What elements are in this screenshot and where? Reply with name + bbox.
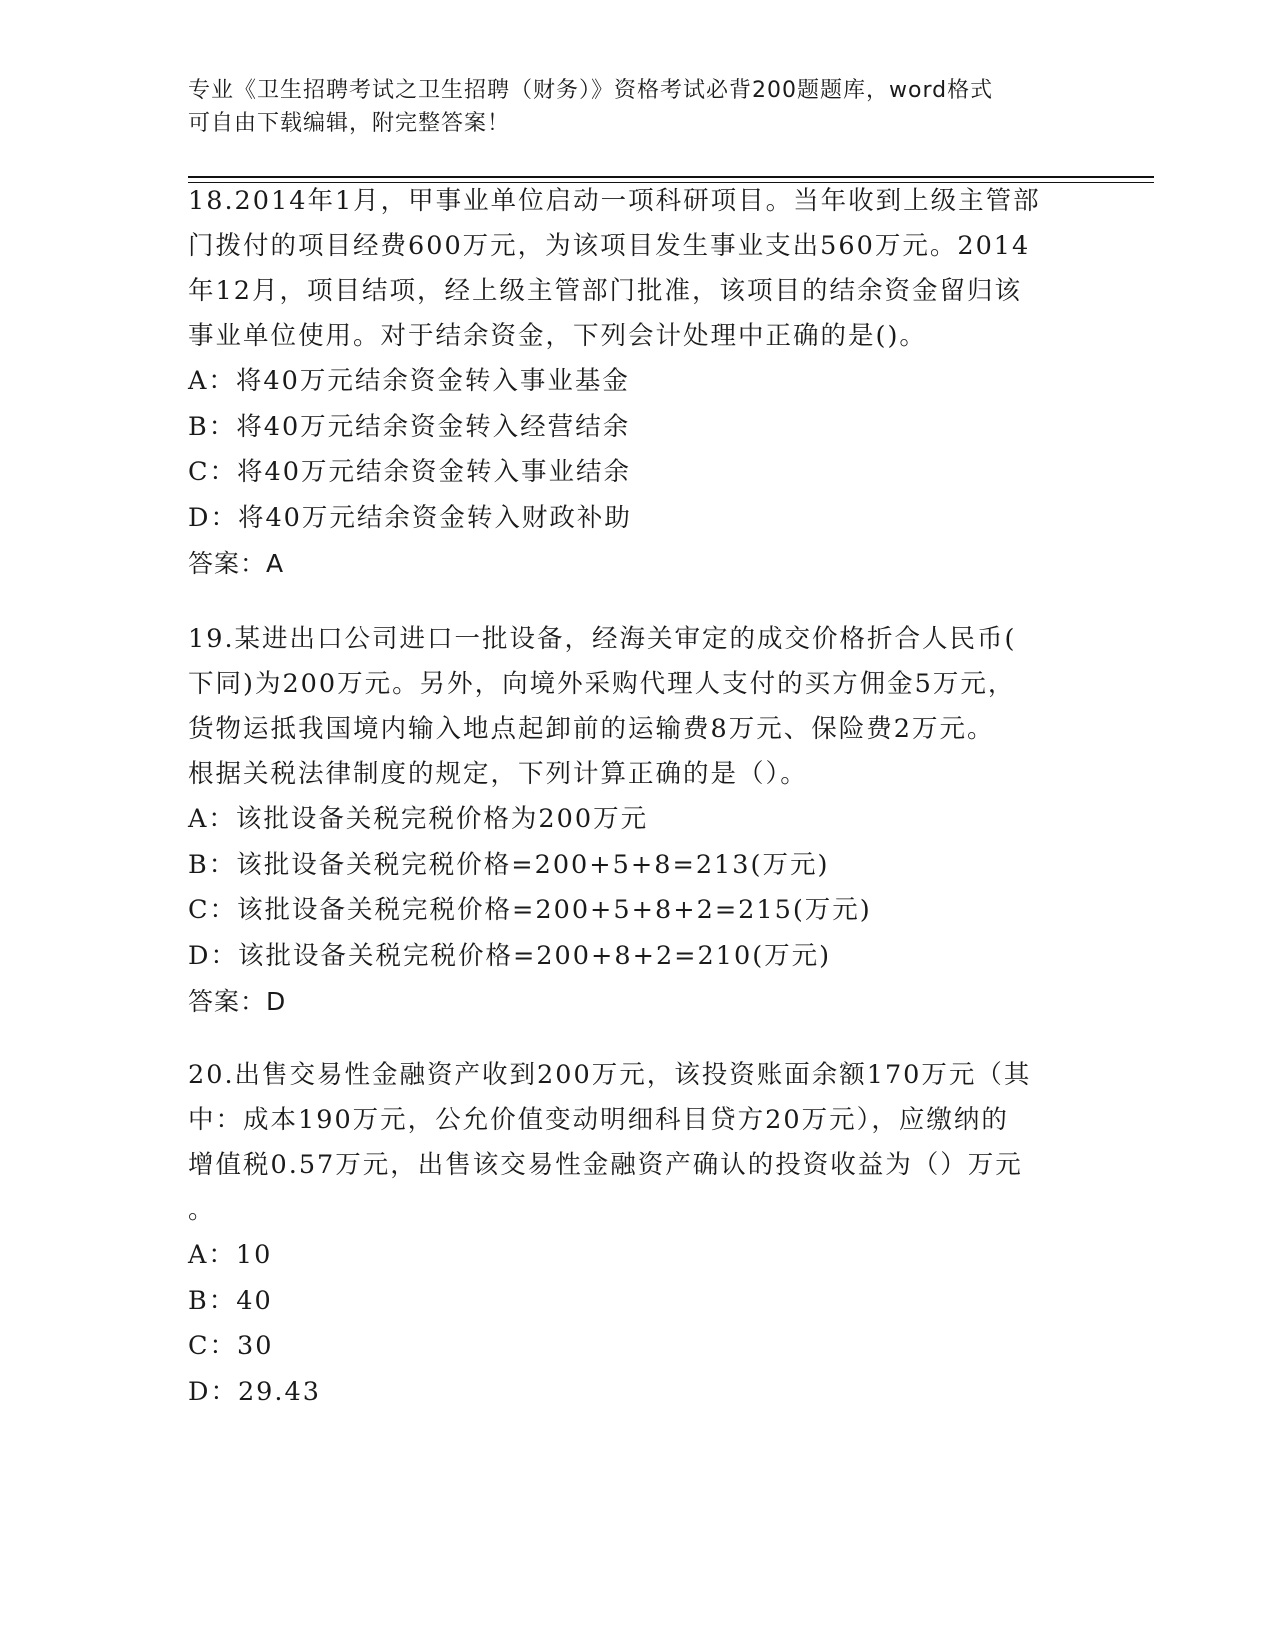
option-b: B：将40万元结余资金转入经营结余: [188, 411, 631, 442]
answer-label: 答案：A: [188, 549, 285, 578]
question-text-line: 门拨付的项目经费600万元，为该项目发生事业支出560万元。2014: [188, 231, 1031, 261]
header-line-2: 可自由下载编辑，附完整答案！: [188, 111, 511, 136]
option-c: C：30: [188, 1331, 274, 1361]
option-a: A：将40万元结余资金转入事业基金: [188, 366, 630, 396]
answer-label: 答案：D: [188, 987, 287, 1016]
question-text-line: 增值税0.57万元，出售该交易性金融资产确认的投资收益为（）万元: [188, 1150, 1023, 1180]
option-a: A：该批设备关税完税价格为200万元: [188, 804, 649, 834]
question-text-line: 事业单位使用。对于结余资金，下列会计处理中正确的是()。: [188, 321, 927, 351]
question-text-line: 18.2014年1月，甲事业单位启动一项科研项目。当年收到上级主管部: [188, 186, 1041, 216]
header-rule-thick: [188, 176, 1154, 178]
option-a: A：10: [188, 1240, 273, 1270]
question-text-line: 。: [188, 1195, 216, 1225]
option-c: C：该批设备关税完税价格=200+5+8+2=215(万元): [188, 895, 872, 925]
option-d: D：该批设备关税完税价格=200+8+2=210(万元): [188, 940, 832, 971]
question-text-line: 货物运抵我国境内输入地点起卸前的运输费8万元、保险费2万元。: [188, 714, 995, 744]
question-text-line: 年12月，项目结项，经上级主管部门批准，该项目的结余资金留归该: [188, 276, 1022, 306]
document-header: [188, 74, 1068, 140]
option-c: C：将40万元结余资金转入事业结余: [188, 457, 631, 487]
question-text-line: 根据关税法律制度的规定，下列计算正确的是（）。: [188, 759, 808, 789]
question-20: [188, 1053, 1088, 1415]
header-line-1: 专业《卫生招聘考试之卫生招聘（财务）》资格考试必背200题题库，word格式: [188, 78, 994, 103]
question-text-line: 20.出售交易性金融资产收到200万元，该投资账面余额170万元（其: [188, 1060, 1032, 1090]
question-text-line: 下同)为200万元。另外，向境外采购代理人支付的买方佣金5万元，: [188, 669, 1016, 699]
question-text-line: 中：成本190万元，公允价值变动明细科目贷方20万元），应缴纳的: [188, 1105, 1009, 1135]
option-d: D：29.43: [188, 1376, 321, 1407]
question-19: [188, 617, 1088, 1024]
option-b: B：该批设备关税完税价格=200+5+8=213(万元): [188, 849, 830, 880]
option-d: D：将40万元结余资金转入财政补助: [188, 502, 632, 533]
option-b: B：40: [188, 1285, 273, 1316]
question-text-line: 19.某进出口公司进口一批设备，经海关审定的成交价格折合人民币(: [188, 624, 1017, 654]
question-18: [188, 179, 1088, 586]
